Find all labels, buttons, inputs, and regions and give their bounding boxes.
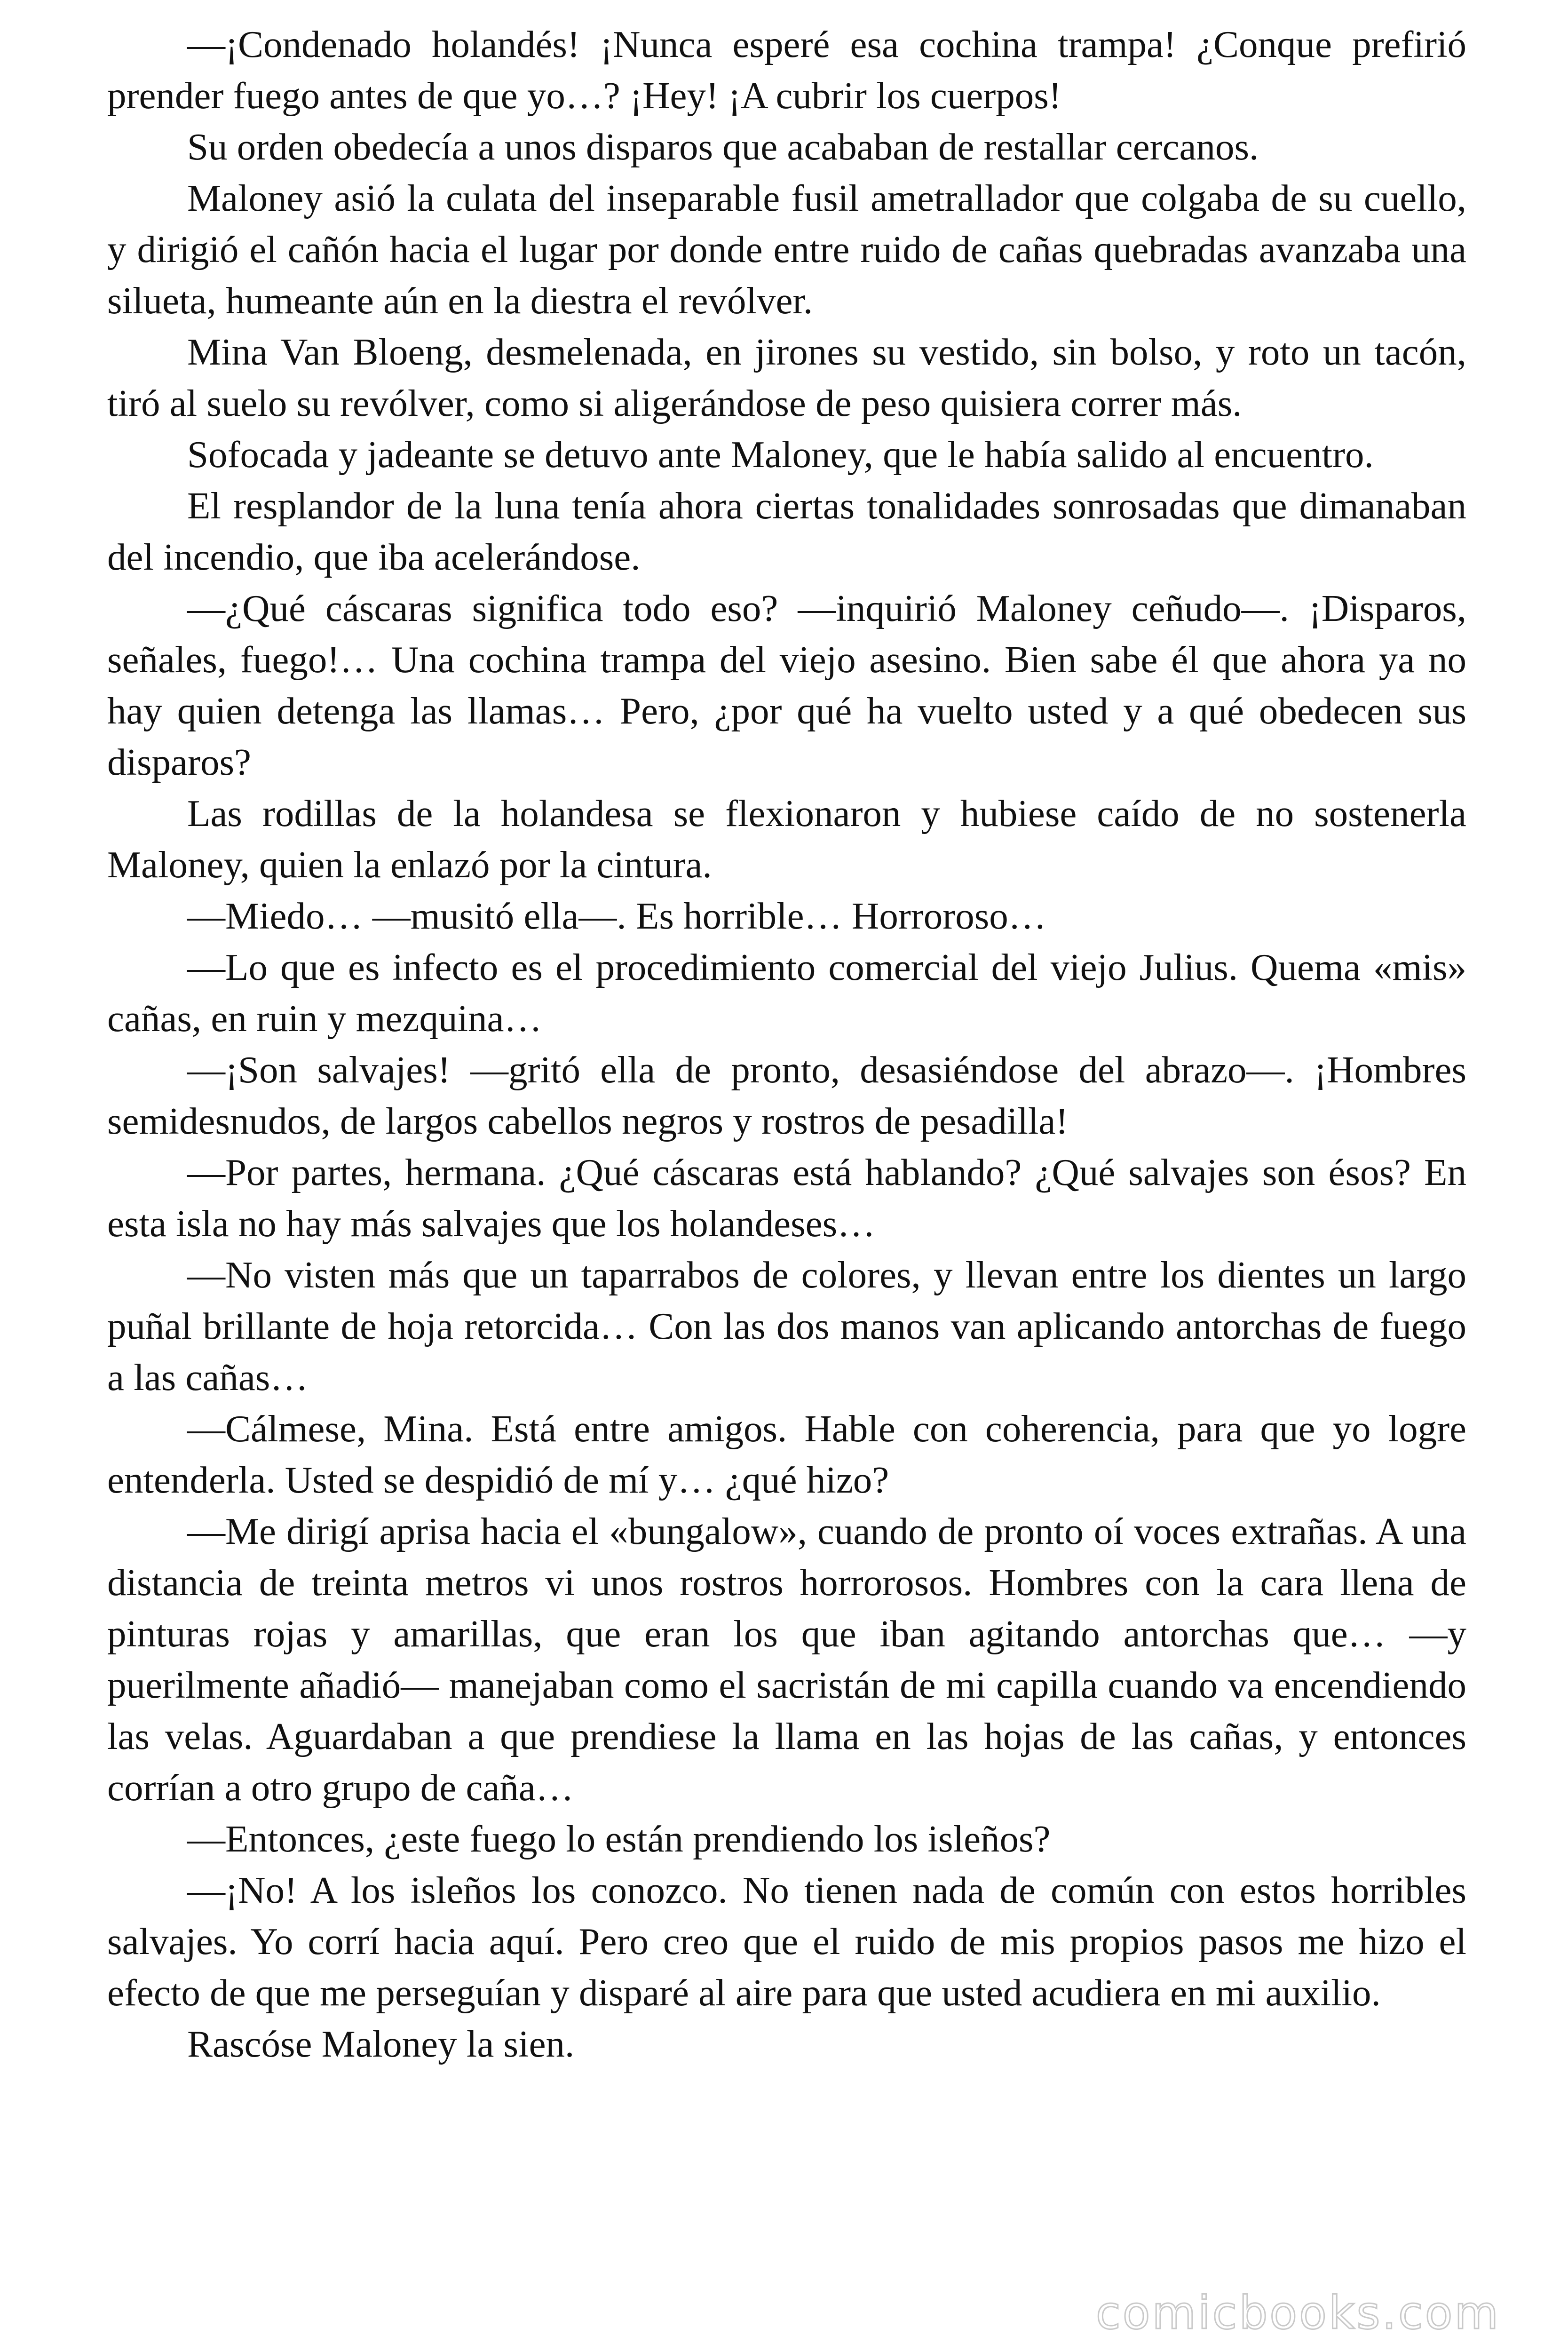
paragraph: —Entonces, ¿este fuego lo están prendiendo los isleños? [187, 1818, 1051, 1860]
paragraph: —¿Qué cáscaras significa todo eso? —inquirió Maloney ceñudo—. ¡Disparos, señales, fuego!… Una cochina trampa del viejo asesino. Bien sabe él que ahora ya no hay quien detenga las llamas… Pero, ¿por qué ha vuelto usted y a qué obedecen sus disparos? [107, 587, 1466, 783]
paragraph: —Me dirigí aprisa hacia el «bungalow», cuando de pronto oí voces extrañas. A una distancia de treinta metros vi unos rostros horrorosos. Hombres con la cara llena de pinturas rojas y amarillas, que eran los que iban agitando antorchas que… —y puerilmente añadió— manejaban como el sacristán de mi capilla cuando va encendiendo las velas. Aguardaban a que prendiese la llama en las hojas de las cañas, y entonces corrían a otro grupo de caña… [107, 1510, 1466, 1809]
paragraph: —No visten más que un taparrabos de colores, y llevan entre los dientes un largo puñal brillante de hoja retorcida… Con las dos manos van aplicando antorchas de fuego a las cañas… [107, 1254, 1466, 1398]
paragraph: —¡No! A los isleños los conozco. No tienen nada de común con estos horribles salvajes. Yo corrí hacia aquí. Pero creo que el ruido de mis propios pasos me hizo el efecto de que me perseguían y disparé al aire para que usted acudiera en mi auxilio. [107, 1869, 1466, 2014]
paragraph: —Lo que es infecto es el procedimiento comercial del viejo Julius. Quema «mis» cañas, en ruin y mezquina… [107, 946, 1466, 1040]
paragraph: Las rodillas de la holandesa se flexionaron y hubiese caído de no sostenerla Maloney, quien la enlazó por la cintura. [107, 792, 1466, 886]
paragraph: Rascóse Maloney la sien. [187, 2023, 575, 2065]
paragraph: Maloney asió la culata del inseparable fusil ametrallador que colgaba de su cuello, y dirigió el cañón hacia el lugar por donde entre ruido de cañas quebradas avanzaba una silueta, humeante aún en la diestra el revólver. [107, 177, 1466, 322]
paragraph: —Por partes, hermana. ¿Qué cáscaras está hablando? ¿Qué salvajes son ésos? En esta isla no hay más salvajes que los holandeses… [107, 1151, 1466, 1245]
paragraph: —¡Condenado holandés! ¡Nunca esperé esa cochina trampa! ¿Conque prefirió prender fuego antes de que yo…? ¡Hey! ¡A cubrir los cuerpos! [107, 23, 1466, 117]
paragraph: Mina Van Bloeng, desmelenada, en jirones su vestido, sin bolso, y roto un tacón, tiró al suelo su revólver, como si aligerándose de peso quisiera correr más. [107, 331, 1466, 424]
paragraph: —Cálmese, Mina. Está entre amigos. Hable con coherencia, para que yo logre entenderla. Usted se despidió de mí y… ¿qué hizo? [107, 1407, 1466, 1501]
paragraph: El resplandor de la luna tenía ahora ciertas tonalidades sonrosadas que dimanaban del incendio, que iba acelerándose. [107, 485, 1466, 578]
page-text [107, 19, 1466, 2070]
paragraph: Su orden obedecía a unos disparos que acababan de restallar cercanos. [187, 126, 1259, 168]
paragraph: —Miedo… —musitó ella—. Es horrible… Horroroso… [187, 895, 1046, 937]
paragraph: —¡Son salvajes! —gritó ella de pronto, desasiéndose del abrazo—. ¡Hombres semidesnudos, de largos cabellos negros y rostros de pesadilla! [107, 1049, 1466, 1142]
paragraph: Sofocada y jadeante se detuvo ante Maloney, que le había salido al encuentro. [187, 433, 1374, 476]
watermark: comicbooks.com [1095, 2287, 1500, 2339]
